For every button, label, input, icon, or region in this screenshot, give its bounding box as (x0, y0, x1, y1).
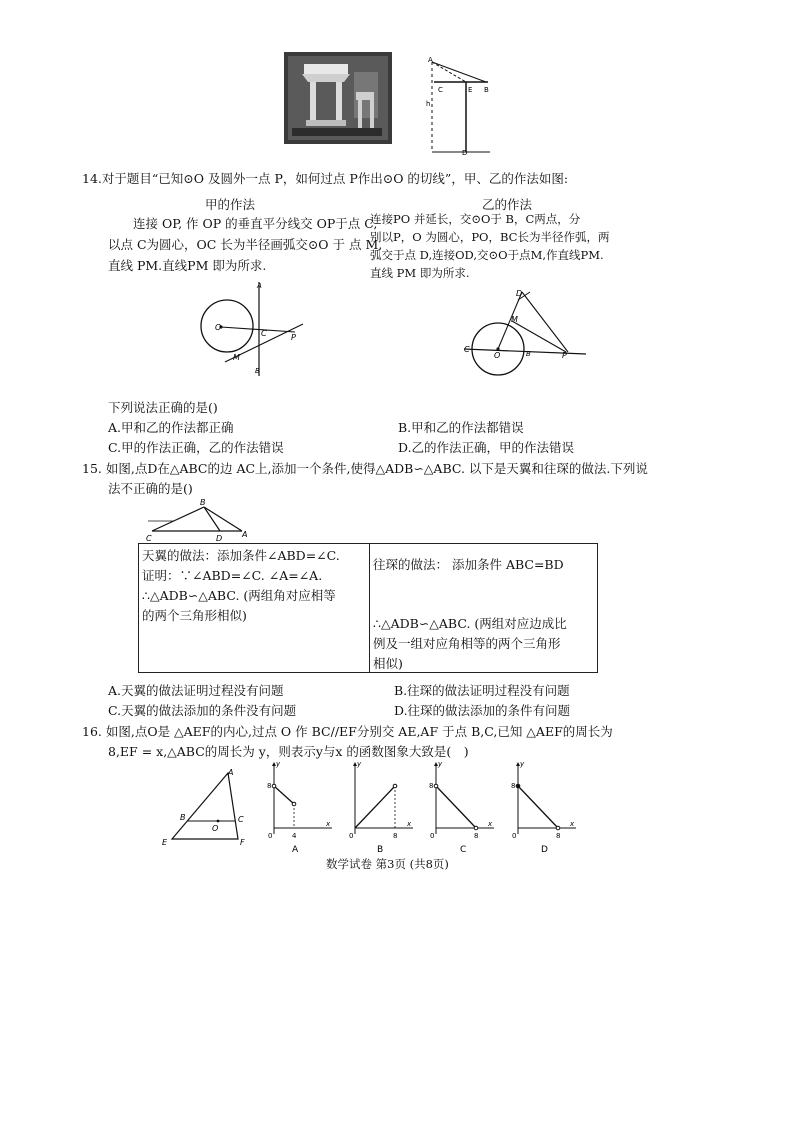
label-P: P (562, 351, 567, 360)
q16-graph-a[interactable] (264, 760, 336, 856)
label-O: O (215, 323, 222, 332)
graph-label: C (460, 845, 467, 855)
q14-stem: 14.对于题目“已知⊙O 及圆外一点 P，如何过点 P作出⊙O 的切线”，甲、乙的作法如图: (82, 171, 569, 186)
right-cell-line-1: 往琛的做法： 添加条件 ABC=BD (373, 557, 564, 572)
label-O: O (494, 351, 501, 360)
q14-jia-line-2: 以点 C为圆心，OC 长为半径画弧交⊙O 于 点 M, (108, 237, 383, 252)
page-footer: 数学试卷 第3页 (共8页) (326, 857, 449, 871)
q14-option-a[interactable]: A.甲和乙的作法都正确 (108, 420, 234, 435)
label-F: F (240, 838, 245, 847)
q14-option-d[interactable]: D.乙的作法正确，甲的作法错误 (398, 440, 575, 455)
q15-option-c[interactable]: C.天翼的做法添加的条件没有问题 (108, 703, 297, 718)
label-O: O (212, 824, 219, 833)
q15-stem-line-2: 法不正确的是() (108, 481, 193, 496)
label-A: A (242, 530, 248, 539)
q15-option-b[interactable]: B.往琛的做法证明过程没有问题 (394, 683, 570, 698)
axis-y: y (438, 760, 443, 768)
q14-fig-yi (462, 286, 592, 381)
label-P: P (291, 333, 296, 342)
label-C: C (238, 815, 244, 824)
label-C: C (464, 345, 470, 354)
left-cell-line-3: ∴△ADB∽△ABC. (两组角对应相等 (142, 588, 336, 603)
q15-option-a[interactable]: A.天翼的做法证明过程没有问题 (108, 683, 284, 698)
right-cell-line-2: ∴△ADB∽△ABC. (两组对应边成比 (373, 616, 567, 631)
q14-yi-line-3: 弧交于点 D,连接OD,交⊙O于点M,作直线PM. (370, 248, 604, 262)
q14-yi-title: 乙的作法 (482, 197, 533, 212)
left-cell-line-4: 的两个三角形相似) (142, 608, 247, 623)
axis-x: x (326, 820, 331, 828)
y-tick: 8 (267, 782, 272, 790)
origin: 0 (268, 832, 273, 840)
label-D: D (516, 289, 523, 298)
q14-prompt: 下列说法正确的是() (108, 400, 218, 415)
axis-y: y (357, 760, 362, 768)
right-cell-line-3: 例及一组对应角相等的两个三角形 (373, 636, 561, 651)
origin: 0 (349, 832, 354, 840)
label-B: B (255, 367, 260, 375)
q14-jia-line-3: 直线 PM.直线PM 即为所求. (108, 258, 267, 273)
graph-label: B (377, 845, 384, 855)
label-D: D (462, 149, 468, 157)
photo-desk-figure (284, 52, 392, 144)
axis-y: y (520, 760, 525, 768)
q14-jia-title: 甲的作法 (205, 197, 256, 212)
axis-x: x (407, 820, 412, 828)
table-divider (369, 544, 370, 672)
q16-graph-d[interactable] (508, 760, 580, 856)
q16-graph-b[interactable] (345, 760, 417, 856)
label-B: B (180, 813, 186, 822)
label-B: B (526, 350, 531, 358)
label-E: E (162, 838, 168, 847)
q16-triangle-figure (160, 765, 252, 849)
label-A: A (428, 56, 433, 64)
label-h: h (426, 100, 431, 108)
label-A: A (228, 768, 234, 777)
y-tick: 8 (429, 782, 434, 790)
right-cell-line-4: 相似) (373, 656, 403, 671)
q14-yi-line-1: 连接PO 并延长，交⊙O于 B，C两点，分 (370, 212, 581, 226)
q14-fig-jia (195, 280, 310, 380)
label-M: M (233, 353, 240, 362)
graph-label: A (292, 845, 299, 855)
q15-methods-table (138, 543, 598, 673)
graph-label: D (541, 845, 548, 855)
left-cell-line-1: 天翼的做法：添加条件∠ABD=∠C. (142, 548, 340, 563)
axis-x: x (488, 820, 493, 828)
axis-x: x (570, 820, 575, 828)
q16-stem-line-1: 16. 如图,点O是 △AEF的内心,过点 O 作 BC//EF分别交 AE,AF 于点 B,C,已知 △AEF的周长为 (82, 724, 613, 739)
q16-graph-c[interactable] (426, 760, 498, 856)
desk-photo-image (284, 52, 392, 144)
label-B: B (200, 498, 206, 507)
shadow-diagram (420, 52, 510, 157)
q15-stem-line-1: 15. 如图,点D在△ABC的边 AC上,添加一个条件,使得△ADB∽△ABC. 以下是天翼和往琛的做法.下列说 (82, 461, 648, 476)
x-tick: 8 (556, 832, 561, 840)
left-cell-line-2: 证明：∵∠ABD=∠C. ∠A=∠A. (142, 568, 323, 583)
x-tick: 8 (393, 832, 398, 840)
q14-option-c[interactable]: C.甲的作法正确，乙的作法错误 (108, 440, 284, 455)
q15-option-d[interactable]: D.往琛的做法添加的条件有问题 (394, 703, 571, 718)
x-tick: 4 (292, 832, 297, 840)
label-C: C (261, 329, 267, 338)
q14-jia-line-1: 连接 OP, 作 OP 的垂直平分线交 OP于点 C, (133, 216, 378, 231)
origin: 0 (430, 832, 435, 840)
q15-triangle-figure (144, 497, 254, 543)
label-E: E (468, 86, 473, 94)
axis-y: y (276, 760, 281, 768)
x-tick: 8 (474, 832, 479, 840)
label-C: C (438, 86, 443, 94)
label-D: D (216, 534, 223, 543)
y-tick: 8 (511, 782, 516, 790)
label-M: M (511, 315, 518, 324)
label-A: A (257, 282, 262, 290)
q14-option-b[interactable]: B.甲和乙的作法都错误 (398, 420, 524, 435)
q14-yi-line-4: 直线 PM 即为所求. (370, 266, 470, 280)
label-C: C (146, 534, 152, 543)
origin: 0 (512, 832, 517, 840)
q16-stem-line-2: 8,EF = x,△ABC的周长为 y，则表示y与x 的函数图象大致是( ) (108, 744, 469, 759)
label-B: B (484, 86, 489, 94)
q14-yi-line-2: 别以P，O 为圆心，PO，BC长为半径作弧，两 (370, 230, 610, 244)
